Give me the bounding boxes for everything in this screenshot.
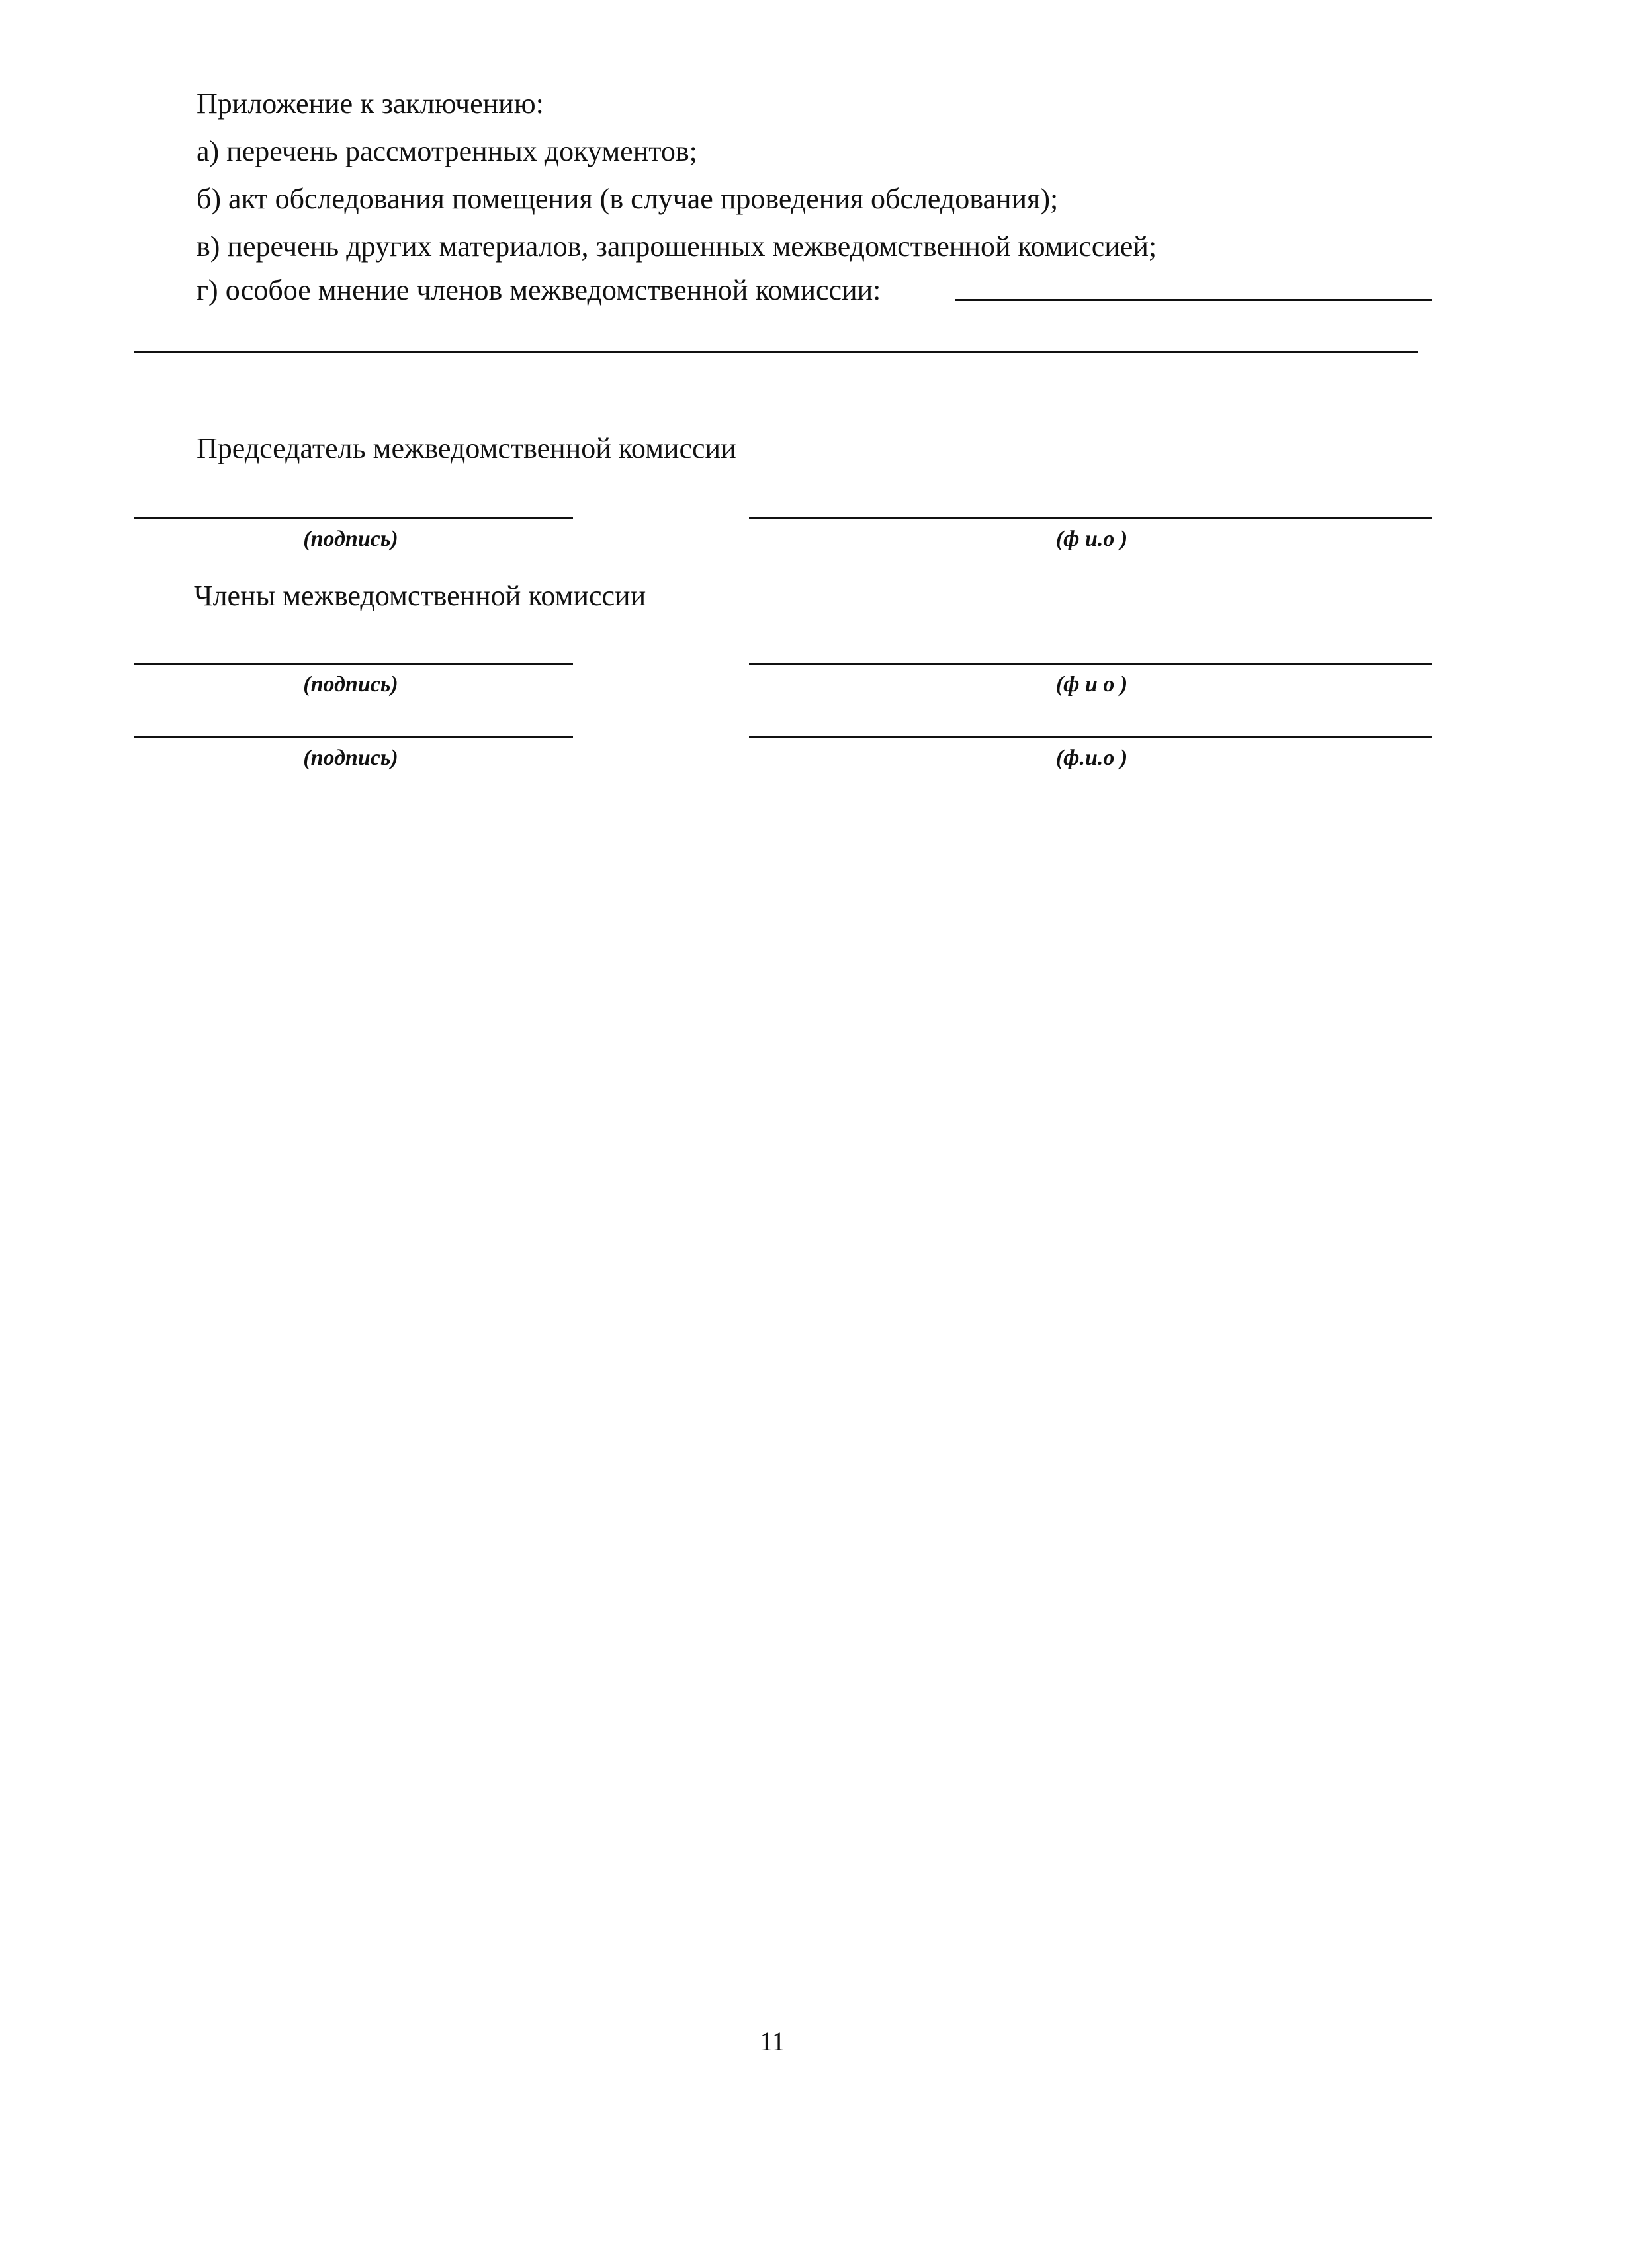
- member-1-name-caption: (ф и о ): [1055, 672, 1128, 697]
- appendix-item-a: а) перечень рассмотренных документов;: [197, 135, 697, 167]
- chairman-signature-line: [134, 517, 573, 519]
- member-1-signature-line: [134, 663, 573, 665]
- special-opinion-line-2: [134, 351, 1418, 353]
- special-opinion-line-1: [955, 299, 1432, 301]
- appendix-item-c: в) перечень других материалов, запрошенных межведомственной комиссией;: [197, 230, 1157, 263]
- member-2-name-caption: (ф.и.о ): [1055, 746, 1128, 770]
- appendix-title: Приложение к заключению:: [197, 87, 544, 120]
- appendix-item-d: г) особое мнение членов межведомственной комиссии:: [197, 274, 881, 306]
- member-1-signature-caption: (подпись): [303, 672, 398, 697]
- member-1-name-line: [749, 663, 1432, 665]
- appendix-item-b: б) акт обследования помещения (в случае проведения обследования);: [197, 183, 1059, 215]
- chairman-name-line: [749, 517, 1432, 519]
- member-2-signature-line: [134, 736, 573, 738]
- member-2-name-line: [749, 736, 1432, 738]
- page-number: 11: [760, 2027, 785, 2056]
- chairman-title: Председатель межведомственной комиссии: [197, 432, 736, 464]
- members-title: Члены межведомственной комиссии: [194, 580, 646, 612]
- member-2-signature-caption: (подпись): [303, 746, 398, 770]
- chairman-name-caption: (ф и.о ): [1055, 527, 1128, 551]
- chairman-signature-caption: (подпись): [303, 527, 398, 551]
